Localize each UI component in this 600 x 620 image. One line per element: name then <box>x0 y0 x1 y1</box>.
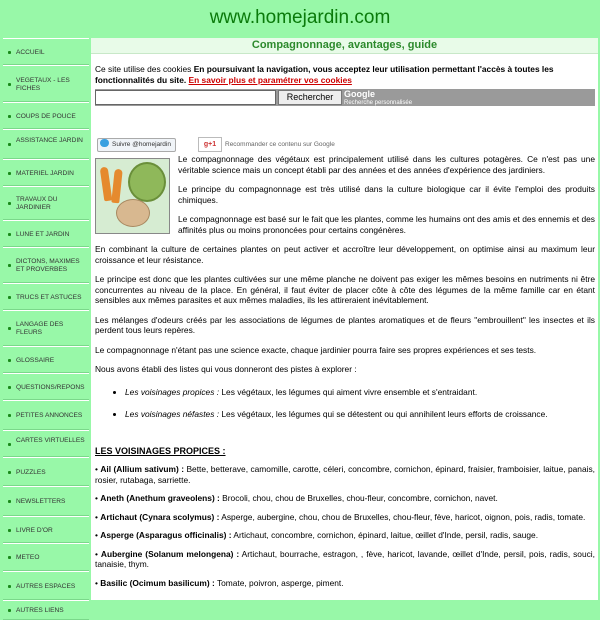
vegetable-companions: Artichaut, bourrache, estragon, , fève, haricot, lavande, œillet d'Inde, persil, pois, radis, souci, tanaisie, thym. <box>95 548 595 569</box>
main-content <box>91 38 598 600</box>
paragraph: Les mélanges d'odeurs créés par les associations de légumes de plantes aromatiques et de fleurs "embrouillent" les insectes et ils perdent tous leurs repères. <box>95 314 595 335</box>
sidebar-item[interactable] <box>3 571 89 600</box>
sidebar-item-label: NEWSLETTERS <box>16 498 66 505</box>
sidebar-item-label: LUNE ET JARDIN <box>16 230 70 238</box>
vegetable-name: Ail (Allium sativum) : <box>100 464 185 474</box>
sidebar-item-label: MATERIEL JARDIN <box>16 169 74 177</box>
list-item-title: Les voisinages néfastes : <box>125 409 220 419</box>
cookie-bold-text: En poursuivant la navigation, vous acceptez leur utilisation permettant l'accès à toutes les fonctionnalités du site. <box>95 64 554 85</box>
list-item-text: Les végétaux, les légumes qui se détestent ou qui annihilent leurs efforts de croissance. <box>219 409 548 419</box>
follow-label: Suivre @homejardin <box>112 141 171 148</box>
sidebar-item-label: TRUCS ET ASTUCES <box>16 293 82 301</box>
sidebar-item[interactable] <box>3 38 89 65</box>
carrot-icon <box>100 167 113 202</box>
sidebar-item[interactable] <box>3 220 89 247</box>
social-bar <box>95 136 595 154</box>
paragraph: Le compagnonnage n'étant pas une science exacte, chaque jardinier pourra faire ses propres expériences et ses tests. <box>95 344 537 355</box>
section-title: LES VOISINAGES PROPICES : <box>95 445 226 456</box>
vegetable-companions: Bette, betterave, camomille, carotte, céleri, concombre, cornichon, épinard, fraisier, framboisier, laitue, panais, rosier, rutabaga, sarriette. <box>95 464 596 485</box>
list-item[interactable] <box>125 387 595 398</box>
cookie-notice <box>95 64 595 85</box>
gplus-button[interactable]: g+1 <box>198 137 222 152</box>
sidebar-item-label: LIVRE D'OR <box>16 526 53 534</box>
sidebar-item[interactable] <box>3 129 89 159</box>
twitter-follow-button[interactable] <box>97 138 176 152</box>
vegetable-entry: • Ail (Allium sativum) : Bette, betterave, camomille, carotte, céleri, concombre, cornichon, épinard, fraisier, framboisier, laitue, panais, rosier, rutabaga, sarriette. <box>95 464 596 485</box>
paragraph: Le compagnonnage est basé sur le fait que les plantes, comme les humains ont des amis et des ennemis et des affinités plus ou moins prononcées pour certains congénères. <box>178 214 595 235</box>
vegetable-name: Basilic (Ocimum basilicum) : <box>100 577 215 588</box>
sidebar-item-label: GLOSSAIRE <box>16 356 55 364</box>
sidebar-item[interactable] <box>3 400 89 430</box>
gplus-text: Recommander ce contenu sur Google <box>225 141 335 148</box>
vegetable-name: Artichaut (Cynara scolymus) : <box>100 511 220 522</box>
sidebar-item-label: ASSISTANCE JARDIN <box>16 137 83 144</box>
cookie-settings-link[interactable]: En savoir plus et paramétrer vos cookies <box>188 74 352 85</box>
sidebar-item-label: AUTRES ESPACES <box>16 582 76 590</box>
sidebar-item[interactable] <box>3 346 89 373</box>
carrot-icon <box>111 169 123 204</box>
sidebar-item[interactable] <box>3 247 89 283</box>
paragraph: Le principe est donc que les plantes cultivées sur une même planche ne doivent pas exiger les mêmes besoins en nutriments ni être concurrentes au niveau de la place. En général, il faut éviter de placer côte à côte des légumes de la même famille car en étant sensibles aux mêmes parasites et aux mêmes maladies, ils les attireraient inévitablement. <box>95 274 595 305</box>
sidebar-item[interactable] <box>3 65 89 102</box>
vegetable-entry: • Aneth (Anethum graveolens) : Brocoli, chou, chou de Bruxelles, chou-fleur, concombre, cornichon, navet. <box>95 493 498 503</box>
lists-links <box>95 387 595 420</box>
sidebar-item-label: AUTRES LIENS <box>16 607 64 614</box>
vegetable-companions: Artichaut, concombre, cornichon, épinard, laitue, œillet d'Inde, persil, radis, sauge. <box>231 530 539 540</box>
sidebar-item-label: LANGAGE DES FLEURS <box>16 321 64 336</box>
search-button[interactable]: Rechercher <box>278 90 342 105</box>
sidebar-item-label: PUZZLES <box>16 468 46 476</box>
vegetable-name: Aneth (Anethum graveolens) : <box>100 493 220 503</box>
sidebar-item[interactable] <box>3 102 89 129</box>
vegetable-entry: • Aubergine (Solanum melongena) : Artichaut, bourrache, estragon, , fève, haricot, lavande, œillet d'Inde, persil, pois, radis, souci, tanaisie, thym. <box>95 548 595 569</box>
sidebar-item-label: CARTES VIRTUELLES <box>16 436 85 444</box>
vegetable-entry: • Asperge (Asparagus officinalis) : Artichaut, concombre, cornichon, épinard, laitue, œillet d'Inde, persil, radis, sauge. <box>95 530 539 540</box>
sidebar-item-label: COUPS DE POUCE <box>16 112 76 120</box>
paragraph: Le compagnonnage des végétaux est principalement utilisé dans les cultures potagères. Ce n'est pas une véritable science mais un concept établi par des années et des années d'expérience des jardiniers. <box>178 154 595 175</box>
cabbage-icon <box>128 162 166 202</box>
site-title[interactable]: www.homejardin.com <box>209 7 391 28</box>
sidebar-item-label: METEO <box>16 554 40 561</box>
google-subtitle: Recherche personnalisée <box>344 100 413 106</box>
sidebar-item[interactable] <box>3 186 89 220</box>
sidebar-item[interactable] <box>3 516 89 543</box>
paragraph: En combinant la culture de certaines plantes on peut activer et accroître leur développement, on optimise ainsi au maximum leur croissance et leur résistance. <box>95 244 595 265</box>
twitter-icon <box>100 139 109 147</box>
vegetable-name: Aubergine (Solanum melongena) : <box>100 548 240 559</box>
paragraph: Nous avons établi des listes qui vous donneront des pistes à explorer : <box>95 364 357 374</box>
potato-icon <box>116 199 150 227</box>
vegetable-companions: Brocoli, chou, chou de Bruxelles, chou-fleur, concombre, cornichon, navet. <box>219 493 498 503</box>
vegetable-entry: • Artichaut (Cynara scolymus) : Asperge, aubergine, chou, chou de Bruxelles, chou-fleur, fève, haricot, oignon, pois, radis, tomate. <box>95 511 586 522</box>
search-bar <box>95 89 595 106</box>
cookie-text: Ce site utilise des cookies <box>95 64 192 74</box>
sidebar-item-label: DICTONS, MAXIMES ET PROVERBES <box>16 258 80 273</box>
sidebar-item-label: ACCUEIL <box>16 48 45 56</box>
vegetable-entry: • Basilic (Ocimum basilicum) : Tomate, poivron, asperge, piment. <box>95 577 344 588</box>
page-title: Compagnonnage, avantages, guide <box>91 38 598 54</box>
vegetable-name: Asperge (Asparagus officinalis) : <box>100 530 232 540</box>
sidebar-item-label: QUESTIONS/REPONS <box>16 383 85 391</box>
list-item[interactable] <box>125 409 595 420</box>
sidebar-item[interactable] <box>3 283 89 310</box>
sidebar-item[interactable] <box>3 159 89 186</box>
sidebar-item-label: VEGETAUX - LES FICHES <box>16 76 70 92</box>
vegetable-companions: Asperge, aubergine, chou, chou de Bruxelles, chou-fleur, fève, haricot, oignon, pois, radis, tomate. <box>219 511 586 522</box>
sidebar-item[interactable] <box>3 373 89 400</box>
paragraph: Le principe du compagnonnage est très utilisé dans la culture biologique car il évite l'emploi des produits chimiques. <box>178 184 595 205</box>
list-item-title: Les voisinages propices : <box>125 386 220 397</box>
sidebar-item[interactable] <box>3 457 89 486</box>
sidebar-item[interactable] <box>3 430 89 457</box>
sidebar-item[interactable] <box>3 600 89 620</box>
sidebar-item[interactable] <box>3 310 89 346</box>
vegetable-companions: Tomate, poivron, asperge, piment. <box>214 577 344 588</box>
site-header <box>0 0 600 36</box>
google-logo: Google <box>344 89 375 99</box>
sidebar-item[interactable] <box>3 543 89 571</box>
sidebar-nav <box>3 38 89 614</box>
sidebar-item-label: TRAVAUX DU JARDINIER <box>16 196 58 211</box>
vegetables-illustration <box>95 158 170 234</box>
sidebar-item[interactable] <box>3 486 89 516</box>
list-item-text: Les végétaux, les légumes qui aiment vivre ensemble et s'entraidant. <box>219 386 478 397</box>
search-input[interactable] <box>95 90 276 105</box>
sidebar-item-label: PETITES ANNONCES <box>16 412 83 419</box>
